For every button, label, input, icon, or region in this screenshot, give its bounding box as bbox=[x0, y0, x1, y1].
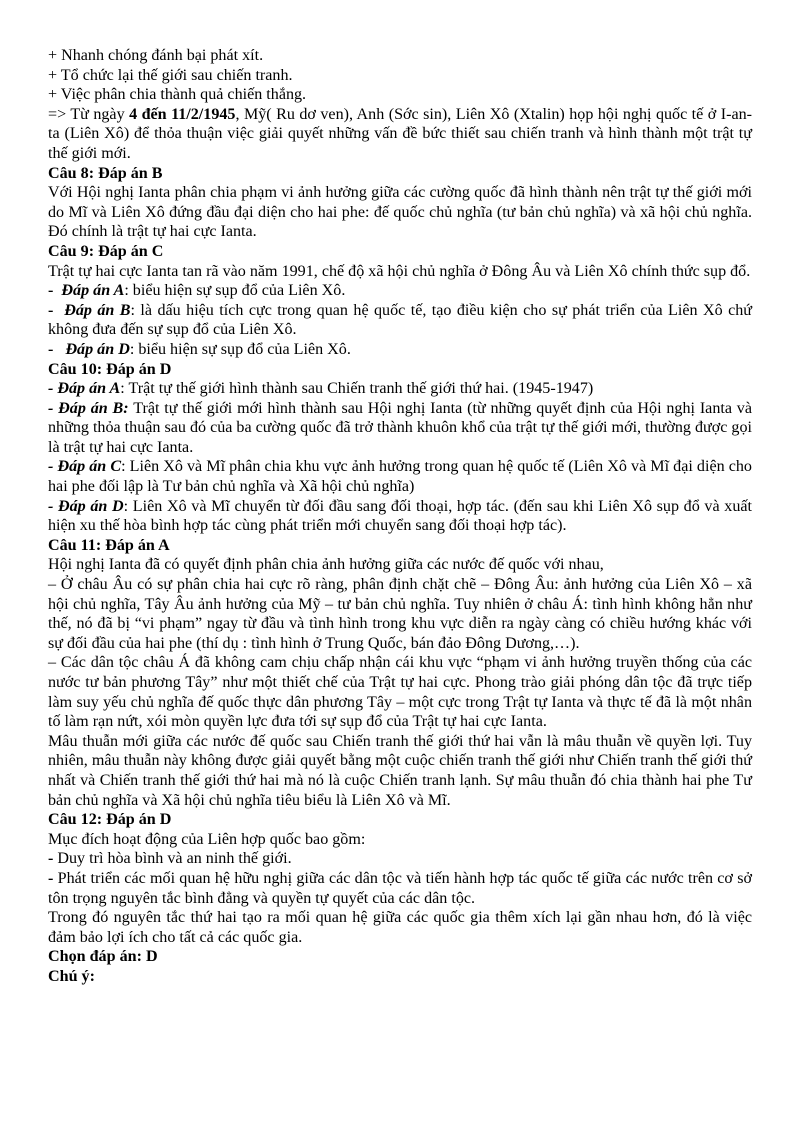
question-8-paragraph: Với Hội nghị Ianta phân chia phạm vi ảnh hưởng giữa các cường quốc đã hình thành nên trật tự thế giới mới do Mĩ và Liên Xô đứng đầu đại diện cho hai phe: đế quốc chủ nghĩa (tư bản chủ nghĩa) và xã hội chủ nghĩa. Đó chính là trật tự hai cực Ianta. bbox=[48, 184, 752, 241]
bullet-text: Duy trì hòa bình và an ninh thế giới. bbox=[57, 850, 292, 868]
question-9-heading: Câu 9: Đáp án C bbox=[48, 242, 164, 260]
option-c-text: : Liên Xô và Mĩ phân chia khu vực ảnh hưởng trong quan hệ quốc tế (Liên Xô và Mĩ đại diện cho hai phe đối lập là Tư bản chủ nghĩa và Xã hội chủ nghĩa) bbox=[48, 458, 752, 496]
question-9-option-b bbox=[48, 301, 752, 340]
option-a-dash: - bbox=[48, 282, 62, 300]
option-b-dash: - bbox=[48, 301, 65, 319]
option-d-text: : biểu hiện sự sụp đổ của Liên Xô. bbox=[129, 340, 351, 358]
question-11-paragraph-3: – Các dân tộc châu Á đã không cam chịu chấp nhận cái khu vực “phạm vi ảnh hưởng truyền thống của các nước tư bản phương Tây” như một thiết chế của Trật tự hai cực. Phong trào giải phóng dân tộc đã trực tiếp làm suy yếu chủ nghĩa đế quốc thực dân phương Tây – một cực trong Trật tự Ianta và thực tế đã là một nhân tố làm rạn nứt, xói mòn quyền lực đưa tới sự sụp đổ của Trật tự hai cực Ianta. bbox=[48, 654, 752, 731]
question-9-option-d bbox=[48, 340, 752, 360]
option-a-text: : biểu hiện sự sụp đổ của Liên Xô. bbox=[124, 282, 346, 300]
question-12-bullet-2 bbox=[48, 869, 752, 908]
intro-paragraph-pre: => Từ ngày bbox=[48, 105, 130, 123]
question-10-heading: Câu 10: Đáp án D bbox=[48, 360, 172, 378]
intro-paragraph bbox=[48, 105, 752, 164]
note-heading: Chú ý: bbox=[48, 967, 95, 985]
intro-paragraph-date: 4 đến 11/2/1945 bbox=[129, 105, 236, 123]
bullet-text: Phát triển các mối quan hệ hữu nghị giữa các dân tộc và tiến hành hợp tác quốc tế giữa các nước trên cơ sở tôn trọng nguyên tắc bình đẳng và quyền tự quyết của các dân tộc. bbox=[48, 869, 752, 907]
question-11-paragraph-2: – Ở châu Âu có sự phân chia hai cực rõ ràng, phân định chặt chẽ – Đông Âu: ảnh hưởng của Liên Xô – xã hội chủ nghĩa, Tây Âu ảnh hưởng của Mỹ – tư bản chủ nghĩa. Tuy nhiên ở châu Á: tình hình không hẳn như thế, nó đã bị “vi phạm” ngay từ đầu và tình hình trong khu vực diễn ra ngày càng có chiều hướng khác với sự đối đầu của hai phe (thí dụ : tình hình ở Trung Quốc, bán đảo Đông Dương,…). bbox=[48, 576, 752, 652]
question-12-paragraph-2: Trong đó nguyên tắc thứ hai tạo ra mối quan hệ giữa các quốc gia thêm xích lại gần nhau hơn, đó là việc đảm bảo lợi ích cho tất cả các quốc gia. bbox=[48, 909, 752, 946]
question-11-paragraph-1: Hội nghị Ianta đã có quyết định phân chia ảnh hưởng giữa các nước đế quốc với nhau, bbox=[48, 556, 604, 574]
bullet-dash: - bbox=[48, 850, 58, 868]
option-d-label: Đáp án D bbox=[65, 340, 130, 358]
intro-paragraph-post: , Mỹ( Ru dơ ven), Anh (Sớc sin), Liên Xô (Xtalin) họp hội nghị quốc tế ở I-an-ta (Liên Xô) để thỏa thuận việc giải quyết những vấn đề bức thiết sau chiến tranh và hình thành một trật tự thế giới mới. bbox=[48, 105, 752, 162]
question-12-answer: Chọn đáp án: D bbox=[48, 948, 158, 966]
option-a-label: - Đáp án A bbox=[48, 380, 121, 398]
intro-line-3: + Việc phân chia thành quả chiến thắng. bbox=[48, 86, 307, 104]
intro-line-2: + Tổ chức lại thế giới sau chiến tranh. bbox=[48, 66, 293, 84]
intro-line-1: + Nhanh chóng đánh bại phát xít. bbox=[48, 47, 264, 64]
question-9-paragraph: Trật tự hai cực Ianta tan rã vào năm 1991, chế độ xã hội chủ nghĩa ở Đông Âu và Liên Xô chính thức sụp đổ. bbox=[48, 262, 751, 280]
question-12-bullet-1 bbox=[48, 849, 752, 869]
question-10-option-a bbox=[48, 379, 752, 399]
question-10-option-d bbox=[48, 497, 752, 536]
question-8-heading: Câu 8: Đáp án B bbox=[48, 164, 163, 182]
question-11-paragraph-4: Mâu thuẫn mới giữa các nước đế quốc sau Chiến tranh thế giới thứ hai vẫn là mâu thuẫn về quyền lợi. Tuy nhiên, mâu thuẫn này không được giải quyết bằng một cuộc chiến tranh thế giới như Chiến tranh thế giới thứ nhất và Chiến tranh thế giới thứ hai mà nó là cuộc Chiến tranh lạnh. Sự mâu thuẫn đó chia thành hai phe Tư bản chủ nghĩa và Xã hội chủ nghĩa tiêu biểu là Liên Xô và Mĩ. bbox=[48, 732, 752, 809]
option-b-text: : là dấu hiệu tích cực trong quan hệ quốc tế, tạo điều kiện cho sự phát triển của Liên Xô chứ không đưa đến sự sụp đổ của Liên Xô. bbox=[48, 301, 752, 339]
question-10-option-b bbox=[48, 399, 752, 458]
bullet-dash: - bbox=[48, 869, 58, 887]
option-a-label: Đáp án A bbox=[61, 282, 125, 300]
option-b-label: - Đáp án B: bbox=[48, 399, 129, 417]
question-10-option-c bbox=[48, 457, 752, 496]
option-d-dash: - bbox=[48, 340, 66, 358]
option-a-text: : Trật tự thế giới hình thành sau Chiến tranh thế giới thứ hai. (1945-1947) bbox=[120, 380, 594, 398]
question-11-heading: Câu 11: Đáp án A bbox=[48, 536, 170, 554]
question-9-option-a bbox=[48, 281, 752, 301]
option-d-label: - Đáp án D bbox=[48, 497, 124, 515]
option-c-label: - Đáp án C bbox=[48, 458, 122, 476]
option-b-text: Trật tự thế giới mới hình thành sau Hội nghị Ianta (từ những quyết định của Hội nghị Ianta và những thỏa thuận sau đó của ba cường quốc đã trở thành khuôn khổ của trật tự thế giới mới, thường được gọi là trật tự hai cực Ianta. bbox=[48, 399, 752, 456]
question-12-paragraph-1: Mục đích hoạt động của Liên hợp quốc bao gồm: bbox=[48, 830, 366, 848]
option-b-label: Đáp án B bbox=[64, 301, 131, 319]
option-d-text: : Liên Xô và Mĩ chuyển từ đối đầu sang đối thoại, hợp tác. (đến sau khi Liên Xô sụp đổ và xuất hiện xu thế hòa bình hợp tác cùng phát triển mới chuyển sang đối thoại hợp tác). bbox=[48, 497, 752, 535]
question-12-heading: Câu 12: Đáp án D bbox=[48, 811, 172, 829]
